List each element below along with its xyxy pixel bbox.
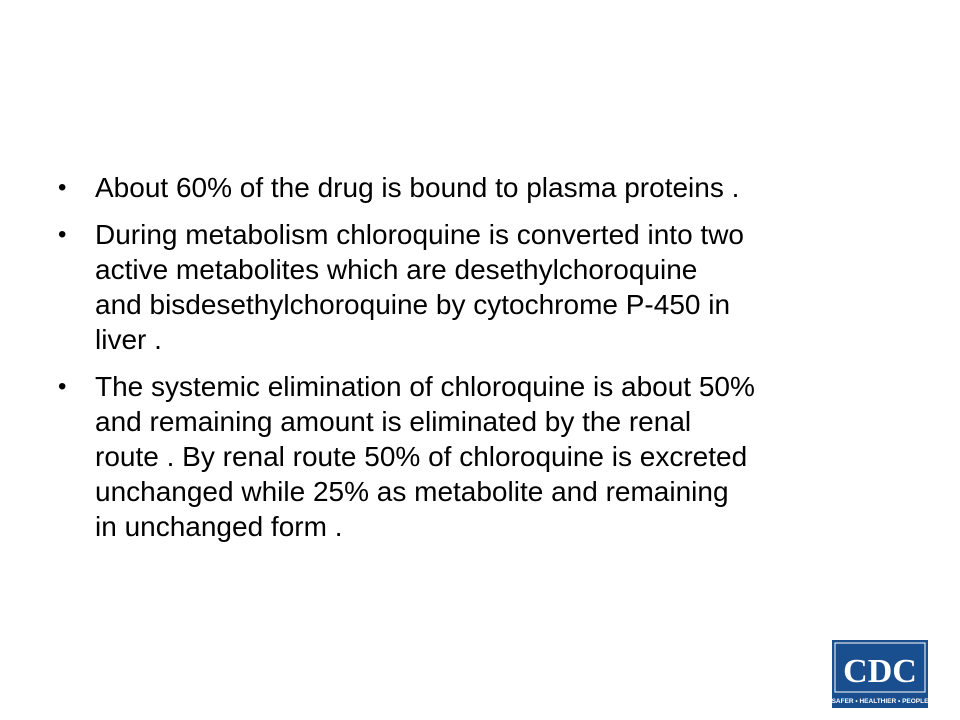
bullet-item xyxy=(58,369,918,544)
bullet-marker: • xyxy=(58,174,67,201)
bullet-item xyxy=(58,170,918,205)
logo-tagline: SAFER • HEALTHIER • PEOPLE xyxy=(832,698,928,705)
bullet-item xyxy=(58,217,918,357)
bullet-marker: • xyxy=(58,373,67,400)
bullet-text: During metabolism chloroquine is converted into two active metabolites which are desethylchoroquine and bisdesethylchoroquine by cytochrome P-450 in liver . xyxy=(95,219,744,355)
bullet-list xyxy=(58,170,918,544)
cdc-logo-graphic xyxy=(832,640,928,708)
bullet-text: About 60% of the drug is bound to plasma proteins . xyxy=(95,172,740,203)
logo-wordmark: CDC xyxy=(843,653,917,690)
bullet-marker: • xyxy=(58,221,67,248)
cdc-logo xyxy=(832,640,928,708)
bullet-text: The systemic elimination of chloroquine is about 50% and remaining amount is eliminated by the renal route . By renal route 50% of chloroquine is excreted unchanged while 25% as metabolite and remaining in unchanged form . xyxy=(95,371,755,542)
